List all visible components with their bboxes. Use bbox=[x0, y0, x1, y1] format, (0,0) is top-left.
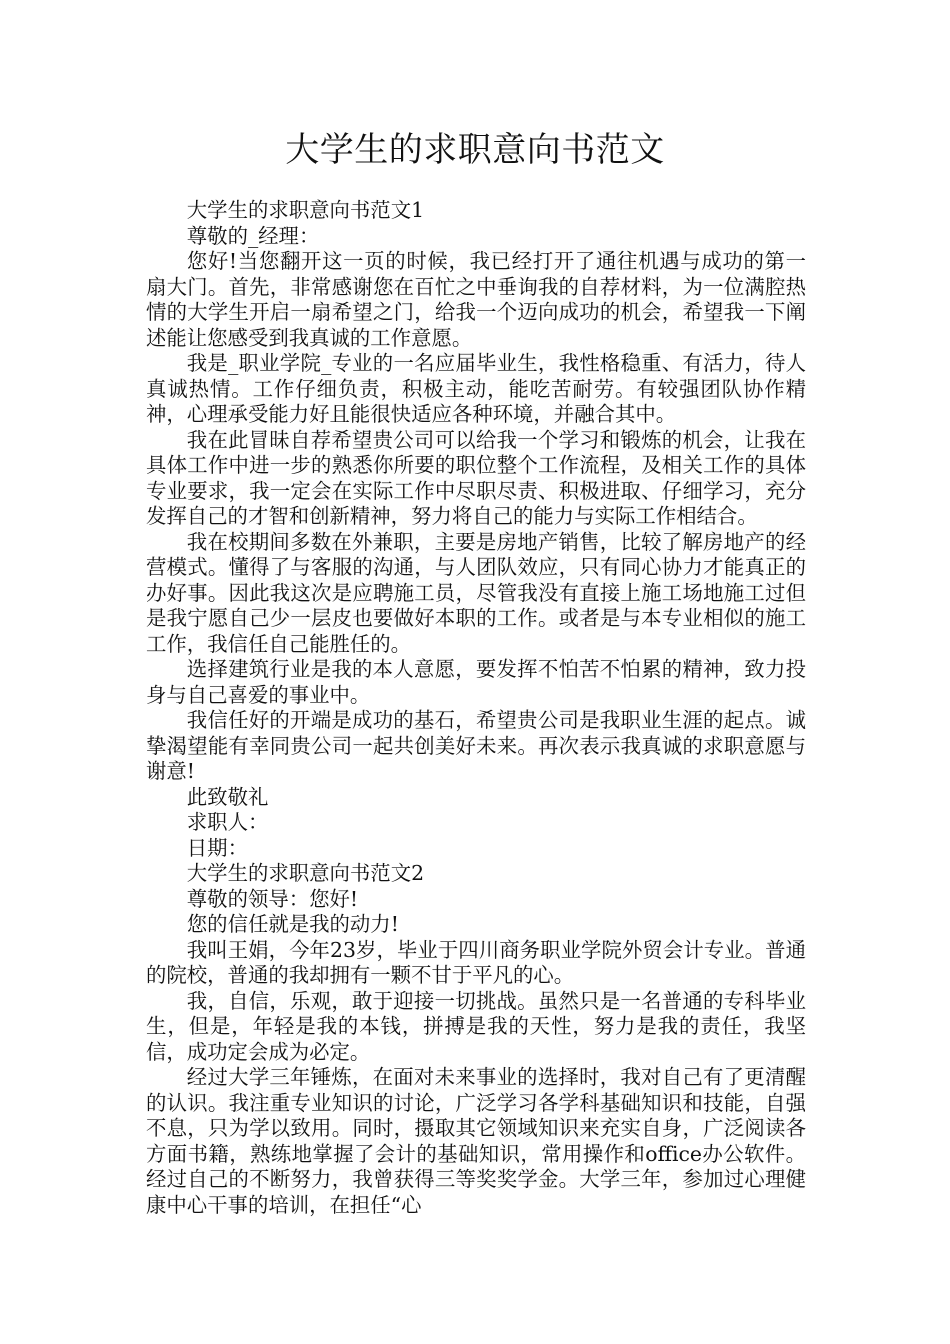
salutation-1: 尊敬的_经理： bbox=[186, 223, 320, 248]
paragraph-self-intro-1: 我是_职业学院_专业的一名应届毕业生，我性格稳重、有活力，待人真诚热情。工作仔细负责，积极主动，能吃苦耐劳。有较强团队协作精神，心理承受能力好且能很快适应各种环境，并融合其中。 bbox=[146, 351, 806, 426]
paragraph-greeting-1: 您好!当您翻开这一页的时候，我已经打开了通往机遇与成功的第一扇大门。首先，非常感谢您在百忙之中垂询我的自荐材料，为一位满腔热情的大学生开启一扇希望之门，给我一个迈向成功的机会，希望我一下阐述能让您感受到我真诚的工作意愿。 bbox=[146, 249, 806, 350]
section-heading-2: 大学生的求职意向书范文2 bbox=[186, 861, 425, 885]
document-body bbox=[146, 198, 806, 1218]
paragraph-industry-choice-1: 选择建筑行业是我的本人意愿，要发挥不怕苦不怕累的精神，致力投身与自己喜爱的事业中。 bbox=[146, 657, 806, 707]
paragraph-experience-1: 我在校期间多数在外兼职，主要是房地产销售，比较了解房地产的经营模式。懂得了与客服的沟通，与人团队效应，只有同心协力才能真正的办好事。因此我这次是应聘施工员，尽管我没有直接上施工场地施工过但是我宁愿自己少一层皮也要做好本职的工作。或者是与本专业相似的施工工作，我信任自己能胜任的。 bbox=[146, 529, 806, 656]
motto-line: 您的信任就是我的动力! bbox=[186, 912, 399, 936]
regards-line: 此致敬礼 bbox=[186, 784, 269, 809]
section-heading-1: 大学生的求职意向书范文1 bbox=[186, 198, 425, 222]
document-title: 大学生的求职意向书范文 bbox=[285, 130, 665, 170]
paragraph-education-2: 经过大学三年锤炼，在面对未来事业的选择时，我对自己有了更清醒的认识。我注重专业知识的讨论，广泛学习各学科基础知识和技能，自强不息，只为学以致用。同时，摄取其它领域知识来充实自身，广泛阅读各方面书籍，熟练地掌握了会计的基础知识，常用操作和office办公软件。经过自己的不断努力，我曾获得三等奖奖学金。大学三年，参加过心理健康中心干事的培训，在担任“心 bbox=[146, 1065, 806, 1217]
paragraph-request-1: 我在此冒昧自荐希望贵公司可以给我一个学习和锻炼的机会，让我在具体工作中进一步的熟悉你所要的职位整个工作流程，及相关工作的具体专业要求，我一定会在实际工作中尽职尽责、积极进取、仔细学习，充分发挥自己的才智和创新精神，努力将自己的能力与实际工作相结合。 bbox=[146, 427, 806, 528]
paragraph-confidence-2: 我，自信，乐观，敢于迎接一切挑战。虽然只是一名普通的专科毕业生，但是，年轻是我的本钱，拼搏是我的天性，努力是我的责任，我坚信，成功定会成为必定。 bbox=[146, 988, 806, 1064]
salutation-2: 尊敬的领导：您好! bbox=[186, 886, 359, 911]
paragraph-self-intro-2: 我叫王娟，今年23岁，毕业于四川商务职业学院外贸会计专业。普通的院校，普通的我却拥有一颗不甘于平凡的心。 bbox=[146, 937, 806, 987]
applicant-line: 求职人： bbox=[186, 810, 269, 834]
date-line: 日期： bbox=[186, 835, 248, 860]
paragraph-closing-1: 我信任好的开端是成功的基石，希望贵公司是我职业生涯的起点。诚挚渴望能有幸同贵公司一起共创美好未来。再次表示我真诚的求职意愿与谢意! bbox=[146, 708, 806, 783]
